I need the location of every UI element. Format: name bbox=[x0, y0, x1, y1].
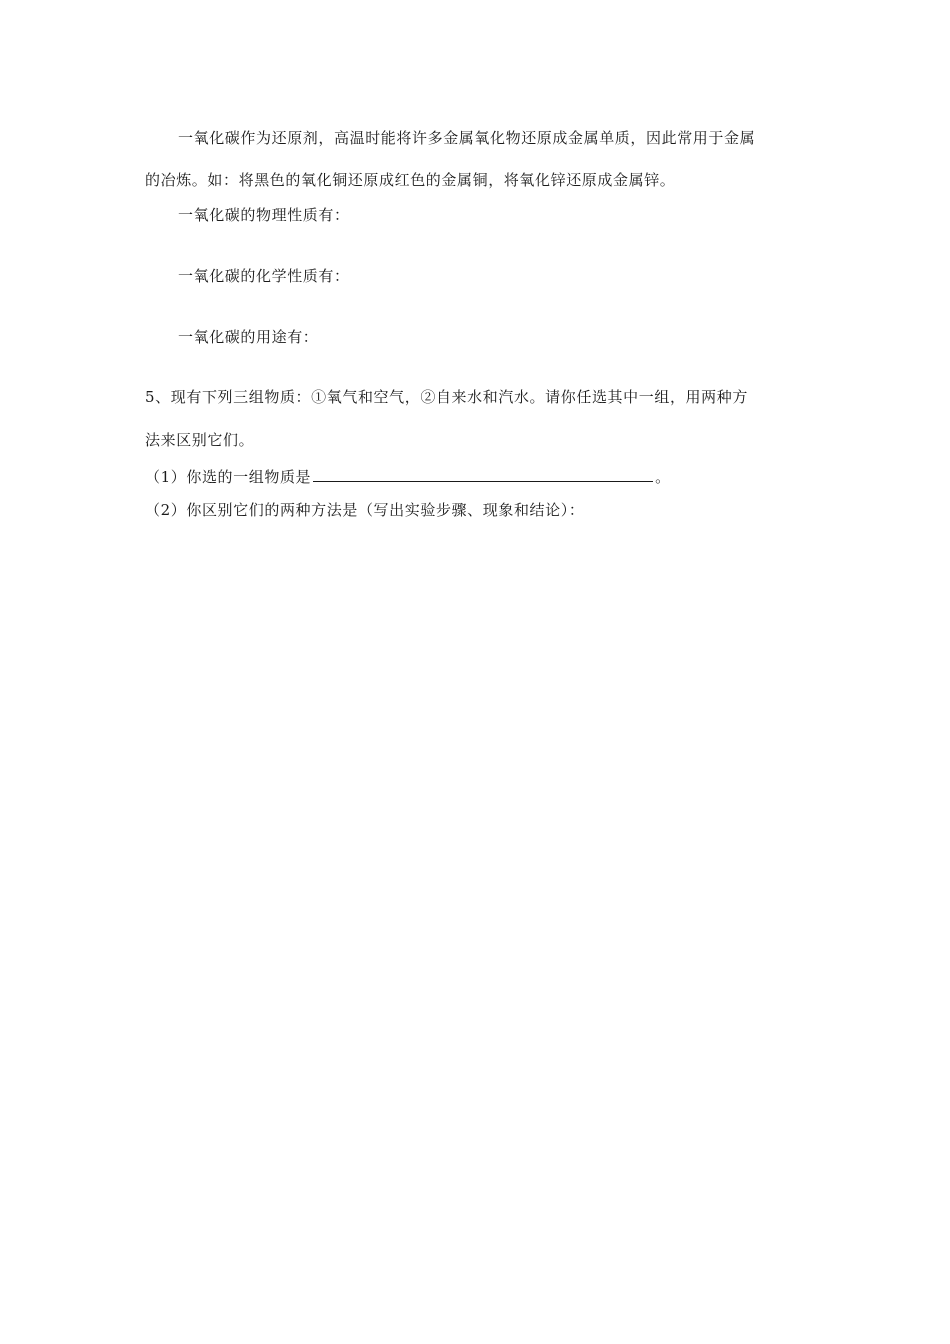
uses-prompt: 一氧化碳的用途有： bbox=[178, 328, 319, 346]
sub-question-1-end: 。 bbox=[655, 468, 671, 486]
paragraph-line-1: 一氧化碳作为还原剂，高温时能将许多金属氧化物还原成金属单质，因此常用于金属 bbox=[178, 129, 756, 147]
chemical-properties-prompt: 一氧化碳的化学性质有： bbox=[178, 267, 350, 285]
question-5-line-1: 5、现有下列三组物质：①氧气和空气，②自来水和汽水。请你任选其中一组，用两种方 bbox=[145, 388, 748, 406]
answer-blank[interactable] bbox=[313, 465, 653, 482]
question-5-line-2: 法来区别它们。 bbox=[145, 431, 255, 449]
sub-question-2: （2）你区别它们的两种方法是（写出实验步骤、现象和结论）： bbox=[145, 501, 585, 519]
sub-question-1 bbox=[145, 465, 671, 487]
sub-question-1-text: （1）你选的一组物质是 bbox=[145, 468, 312, 486]
paragraph-line-2: 的冶炼。如：将黑色的氧化铜还原成红色的金属铜，将氧化锌还原成金属锌。 bbox=[145, 171, 676, 189]
physical-properties-prompt: 一氧化碳的物理性质有： bbox=[178, 206, 350, 224]
